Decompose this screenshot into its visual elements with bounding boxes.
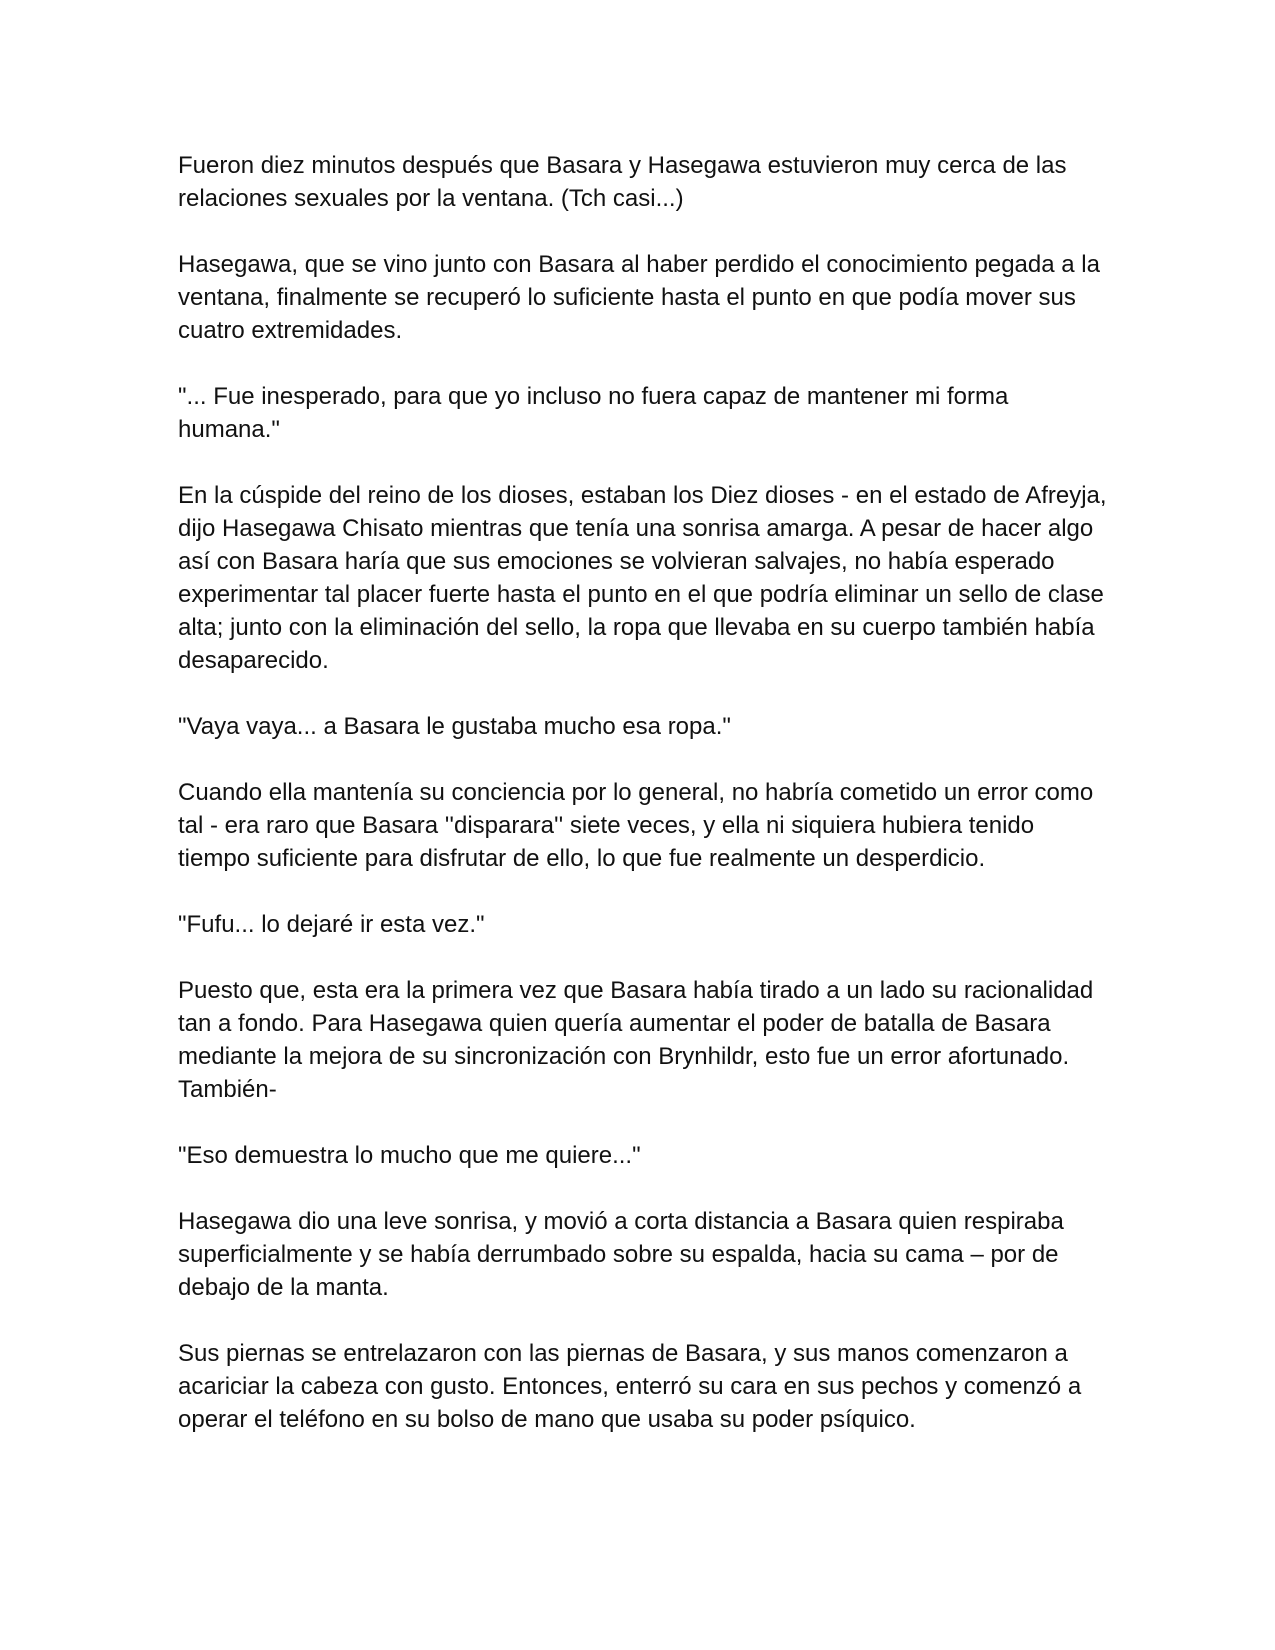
paragraph: Puesto que, esta era la primera vez que Basara había tirado a un lado su racionalidad tan a fondo. Para Hasegawa quien quería aumentar el poder de batalla de Basara mediante la mejora de su sincronización con Brynhildr, esto fue un error afortunado. También- (178, 977, 1094, 1103)
paragraph: En la cúspide del reino de los dioses, estaban los Diez dioses - en el estado de Afreyja, dijo Hasegawa Chisato mientras que tenía una sonrisa amarga. A pesar de hacer algo así con Basara haría que sus emociones se volvieran salvajes, no había esperado experimentar tal placer fuerte hasta el punto en el que podría eliminar un sello de clase alta; junto con la eliminación del sello, la ropa que llevaba en su cuerpo también había desaparecido. (178, 482, 1107, 674)
paragraph: "Eso demuestra lo mucho que me quiere..." (178, 1142, 641, 1169)
paragraph: Sus piernas se entrelazaron con las piernas de Basara, y sus manos comenzaron a acariciar la cabeza con gusto. Entonces, enterró su cara en sus pechos y comenzó a operar el teléfono en su bolso de mano que usaba su poder psíquico. (178, 1340, 1082, 1433)
paragraph: "... Fue inesperado, para que yo incluso no fuera capaz de mantener mi forma humana." (178, 383, 1009, 443)
document-body (178, 149, 1108, 1469)
paragraph: Cuando ella mantenía su conciencia por lo general, no habría cometido un error como tal - era raro que Basara ''disparara'' siete veces, y ella ni siquiera hubiera tenido tiempo suficiente para disfrutar de ello, lo que fue realmente un desperdicio. (178, 779, 1094, 872)
paragraph: "Vaya vaya... a Basara le gustaba mucho esa ropa." (178, 713, 731, 740)
paragraph: Hasegawa, que se vino junto con Basara al haber perdido el conocimiento pegada a la ventana, finalmente se recuperó lo suficiente hasta el punto en que podía mover sus cuatro extremidades. (178, 251, 1100, 344)
paragraph: "Fufu... lo dejaré ir esta vez." (178, 911, 485, 938)
paragraph: Hasegawa dio una leve sonrisa, y movió a corta distancia a Basara quien respiraba superficialmente y se había derrumbado sobre su espalda, hacia su cama – por de debajo de la manta. (178, 1208, 1064, 1301)
paragraph: Fueron diez minutos después que Basara y Hasegawa estuvieron muy cerca de las relaciones sexuales por la ventana. (Tch casi...) (178, 152, 1067, 212)
